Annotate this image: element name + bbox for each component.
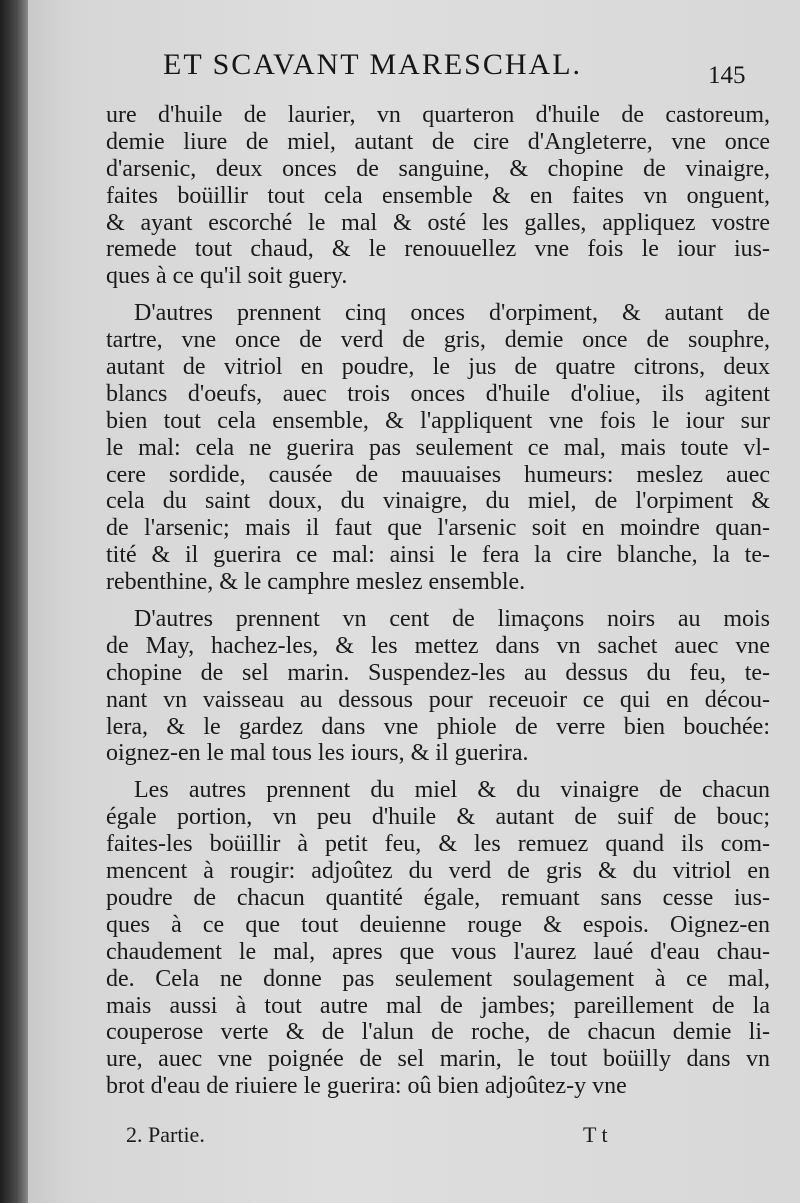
text-line: & ayant escorché le mal & osté les galles, appliquez vostre [106,209,770,236]
text-line: ure, auec vne poignée de sel marin, le tout boüilly dans vn [106,1046,770,1073]
text-line: D'autres prennent cinq onces d'orpiment, & autant de [134,300,770,327]
text-line: ques à ce qu'il soit guery. [106,263,348,290]
part-signature: 2. Partie. [126,1122,205,1147]
text-line: bien tout cela ensemble, & l'appliquent vne fois le iour sur [106,407,770,434]
text-line: de l'arsenic; mais il faut que l'arsenic soit en moindre quan- [106,515,770,542]
text-line: tité & il guerira ce mal: ainsi le fera la cire blanche, la te- [106,542,770,569]
text-line: tartre, vne once de verd de gris, demie once de souphre, [106,327,770,354]
page-footer [28,1122,800,1156]
running-head: ET SCAVANT MARESCHAL. [163,48,583,81]
text-line: mencent à rougir: adjoûtez du verd de gris & du vitriol en [106,858,770,885]
text-line: oignez-en le mal tous les iours, & il guerira. [106,740,529,767]
paragraph [106,777,770,1100]
gathering-signature: T t [583,1122,608,1147]
text-line: rebenthine, & le camphre meslez ensemble. [106,569,526,596]
paragraph-gap [106,767,770,777]
text-line: de. Cela ne donne pas seulement soulagement à ce mal, [106,965,770,992]
text-line: autant de vitriol en poudre, le jus de quatre citrons, deux [106,354,770,381]
paragraph [106,102,770,290]
paragraph-gap [106,290,770,300]
paragraph [106,300,770,596]
text-line: cere sordide, causée de mauuaises humeurs: meslez auec [106,461,770,488]
page-body [106,102,770,1100]
text-line: d'arsenic, deux onces de sanguine, & chopine de vinaigre, [106,155,770,182]
text-line: le mal: cela ne guerira pas seulement ce mal, mais toute vl- [106,434,770,461]
text-line: faites-les boüillir à petit feu, & les remuez quand ils com- [106,831,770,858]
text-line: couperose verte & de l'alun de roche, de chacun demie li- [106,1019,770,1046]
text-line: faites boüillir tout cela ensemble & en faites vn onguent, [106,182,770,209]
text-line: Les autres prennent du miel & du vinaigre de chacun [134,777,770,804]
text-line: chopine de sel marin. Suspendez-les au dessus du feu, te- [106,659,770,686]
text-line: de May, hachez-les, & les mettez dans vn sachet auec vne [106,632,770,659]
text-line: blancs d'oeufs, auec trois onces d'huile d'oliue, ils agitent [106,380,770,407]
text-line: égale portion, vn peu d'huile & autant de suif de bouc; [106,804,770,831]
paragraph [106,606,770,767]
text-line: D'autres prennent vn cent de limaçons noirs au mois [134,606,770,633]
text-line: demie liure de miel, autant de cire d'Angleterre, vne once [106,128,770,155]
book-page [28,0,800,1203]
page-header [28,48,800,88]
text-line: poudre de chacun quantité égale, remuant sans cesse ius- [106,884,770,911]
text-line: lera, & le gardez dans vne phiole de verre bien bouchée: [106,713,770,740]
text-line: brot d'eau de riuiere le guerira: oû bien adjoûtez-y vne [106,1073,627,1100]
text-line: chaudement le mal, apres que vous l'aurez laué d'eau chau- [106,938,770,965]
text-line: mais aussi à tout autre mal de jambes; pareillement de la [106,992,770,1019]
text-line: cela du saint doux, du vinaigre, du miel, de l'orpiment & [106,488,770,515]
text-line: nant vn vaisseau au dessous pour receuoir ce qui en décou- [106,686,770,713]
text-line: ques à ce que tout deuienne rouge & espois. Oignez-en [106,911,770,938]
text-line: ure d'huile de laurier, vn quarteron d'huile de castoreum, [106,102,770,128]
book-gutter [0,0,28,1203]
paragraph-gap [106,596,770,606]
text-line: remede tout chaud, & le renouuellez vne fois le iour ius- [106,236,770,263]
page-number: 145 [708,62,746,89]
